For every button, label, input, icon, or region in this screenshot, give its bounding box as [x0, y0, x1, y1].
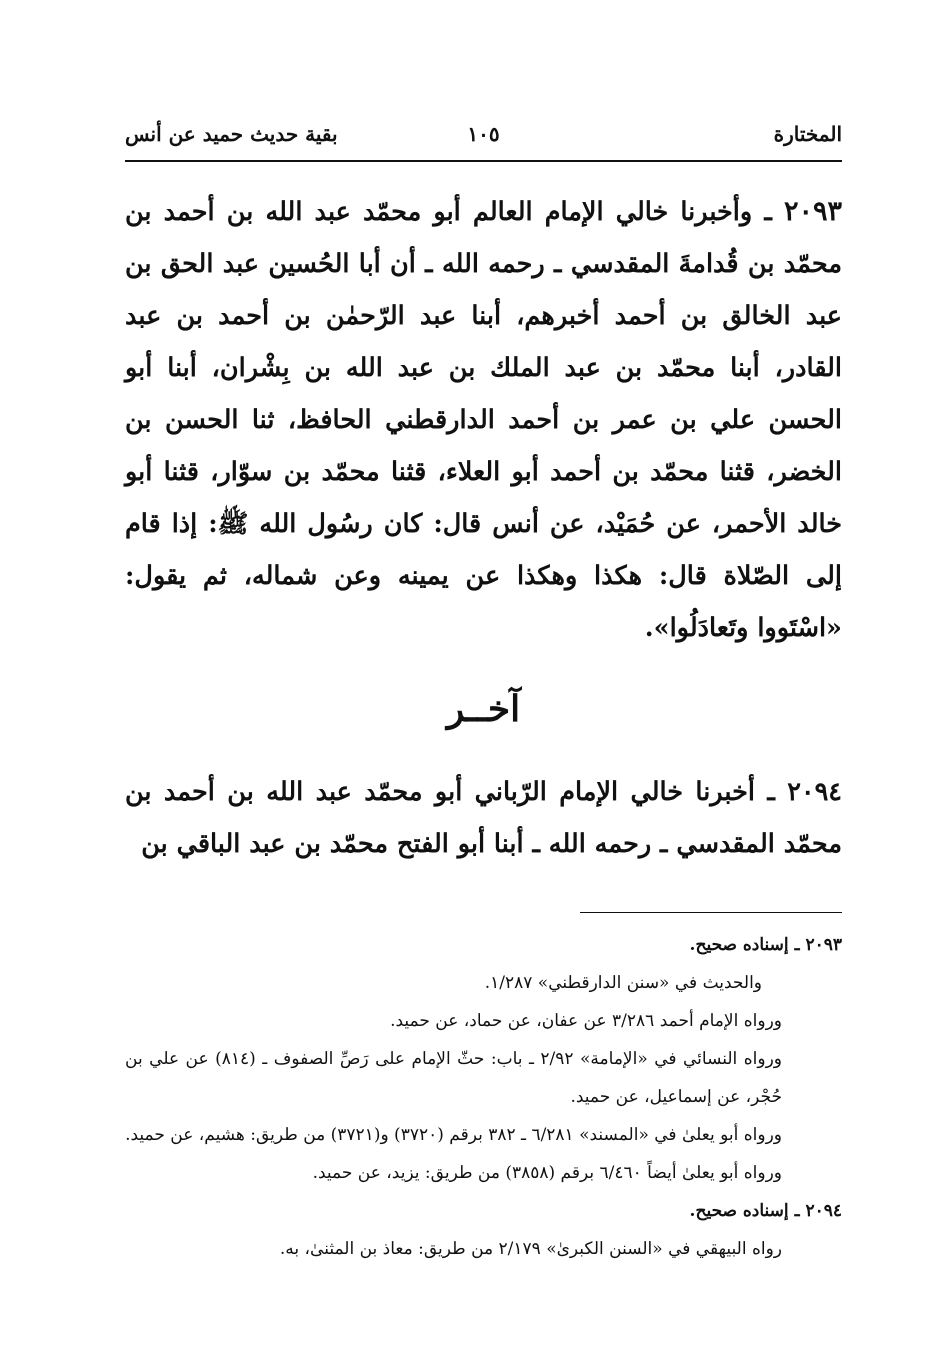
- footnote-2093-line: والحديث في «سنن الدارقطني» ١/٢٨٧.: [484, 973, 762, 993]
- hadith-2093-text: ـ وأخبرنا خالي الإمام العالم أبو محمّد عبد الله بن أحمد بن محمّد بن قُدامةَ المقدسي ـ رحمه الله ـ أن أبا الحُسين عبد الحق بن عبد الخالق بن أحمد أخبرهم، أبنا عبد الرّحمٰن بن أحمد بن عبد القادر، أبنا محمّد بن عبد الملك بن عبد الله بن بِشْران، أبنا أبو الحسن علي بن عمر بن أحمد الدارقطني الحافظ، ثنا الحسن بن الخضر، قثنا محمّد بن أحمد أبو العلاء، قثنا محمّد بن سوّار، قثنا أبو خالد الأحمر، عن حُمَيْد، عن أنس قال: كان رسُول الله ﷺ: إذا قام إلى الصّلاة قال: هكذا وهكذا عن يمينه وعن شماله، ثم يقول: «اسْتَووا وتَعادَلُوا».: [125, 197, 842, 643]
- hadith-2094-text: ـ أخبرنا خالي الإمام الرّباني أبو محمّد عبد الله بن أحمد بن محمّد المقدسي ـ رحمه الله ـ أبنا أبو الفتح محمّد بن عبد الباقي بن: [125, 777, 842, 859]
- hadith-2094-paragraph: [125, 766, 842, 870]
- hadith-2094: [125, 766, 842, 870]
- header-chapter-title: بقية حديث حميد عن أنس: [125, 122, 338, 146]
- hadith-2093: [125, 186, 842, 654]
- footnotes: [125, 926, 842, 1268]
- hadith-2093-paragraph: [125, 186, 842, 654]
- footnote-2093-line: ورواه أبو يعلىٰ أيضاً ٦/٤٦٠ برقم (٣٨٥٨) من طريق: يزيد، عن حميد.: [312, 1163, 782, 1183]
- footnote-2093-line: ورواه النسائي في «الإمامة» ٢/٩٢ ـ باب: حثّ الإمام على رَصِّ الصفوف ـ (٨١٤) عن علي بن حُجْر، عن إسماعيل، عن حميد.: [125, 1049, 782, 1107]
- hadith-2093-number: ٢٠٩٣: [783, 196, 842, 227]
- footnote-2093-head: ٢٠٩٣ ـ إسناده صحيح.: [689, 935, 842, 955]
- header-divider: [125, 160, 842, 162]
- hadith-2094-number: ٢٠٩٤: [787, 777, 842, 807]
- running-header: [125, 122, 842, 156]
- footnote-2094-line: رواه البيهقي في «السنن الكبرىٰ» ٢/١٧٩ من طريق: معاذ بن المثنىٰ، به.: [279, 1239, 782, 1259]
- section-heading: آخــر: [446, 688, 521, 730]
- footnote-2093-line: ورواه أبو يعلىٰ في «المسند» ٦/٢٨١ ـ ٣٨٢ برقم (٣٧٢٠) و(٣٧٢١) من طريق: هشيم، عن حميد.: [125, 1125, 782, 1145]
- header-book-title: المختارة: [773, 122, 842, 146]
- footnote-2093-line: ورواه الإمام أحمد ٣/٢٨٦ عن عفان، عن حماد، عن حميد.: [390, 1011, 782, 1031]
- footnote-2094-head: ٢٠٩٤ ـ إسناده صحيح.: [689, 1201, 842, 1221]
- footnote-divider: [580, 912, 842, 913]
- page-number: ١٠٥: [467, 122, 500, 146]
